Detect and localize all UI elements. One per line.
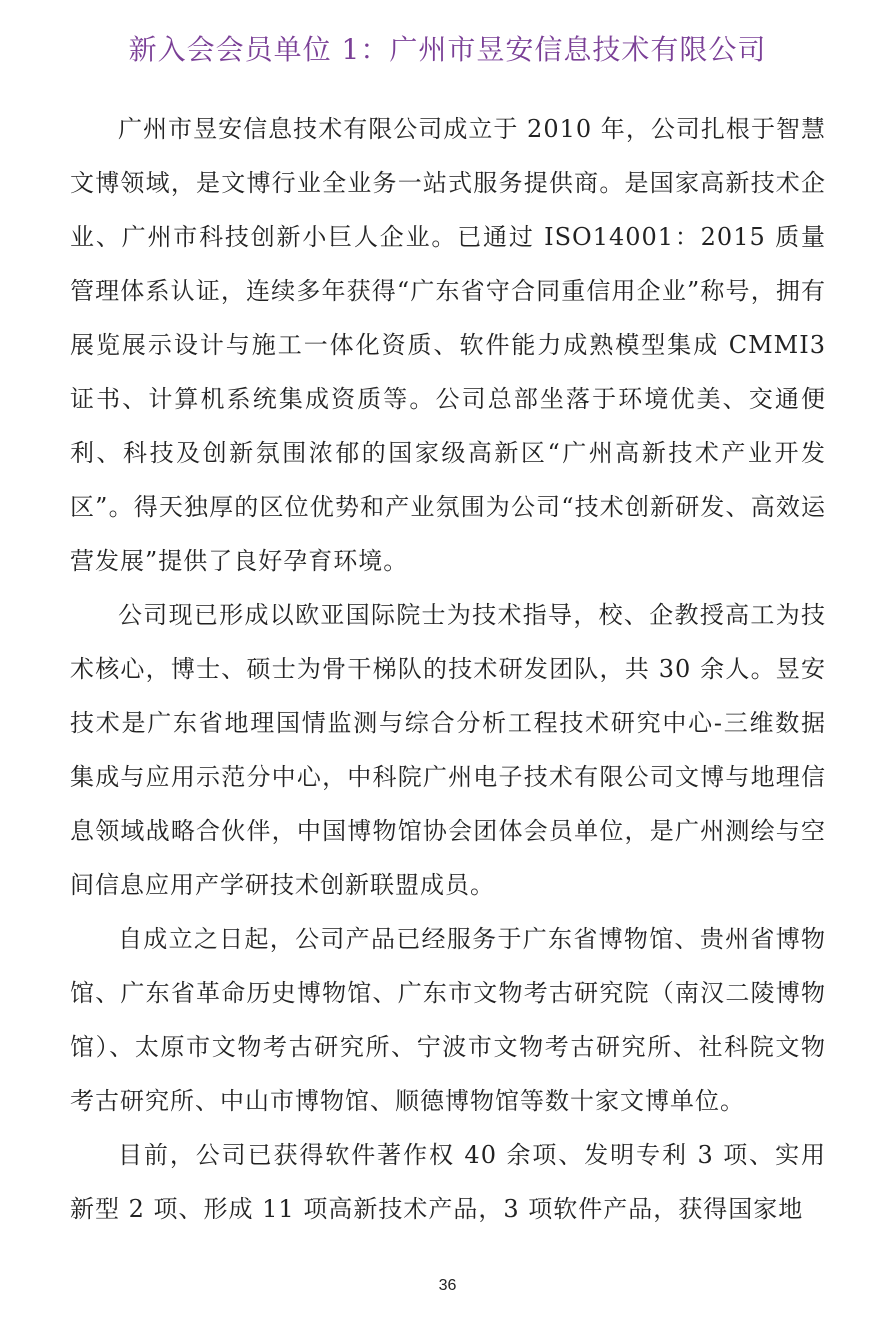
document-body — [70, 102, 826, 1236]
paragraph-achievements: 目前，公司已获得软件著作权 40 余项、发明专利 3 项、实用新型 2 项、形成 11 项高新技术产品，3 项软件产品，获得国家地 — [70, 1141, 826, 1223]
paragraph-service-clients: 自成立之日起，公司产品已经服务于广东省博物馆、贵州省博物馆、广东省革命历史博物馆、广东市文物考古研究院（南汉二陵博物馆）、太原市文物考古研究所、宁波市文物考古研究所、社科院文物考古研究所、中山市博物馆、顺德博物馆等数十家文博单位。 — [70, 925, 826, 1115]
paragraph-company-intro: 广州市昱安信息技术有限公司成立于 2010 年，公司扎根于智慧文博领域，是文博行业全业务一站式服务提供商。是国家高新技术企业、广州市科技创新小巨人企业。已通过 ISO14001：2015 质量管理体系认证，连续多年获得“广东省守合同重信用企业”称号，拥有展览展示设计与施工一体化资质、软件能力成熟模型集成 CMMI3 证书、计算机系统集成资质等。公司总部坐落于环境优美、交通便利、科技及创新氛围浓郁的国家级高新区“广州高新技术产业开发区”。得天独厚的区位优势和产业氛围为公司“技术创新研发、高效运营发展”提供了良好孕育环境。 — [70, 115, 826, 575]
page-number: 36 — [438, 1277, 457, 1294]
paragraph-research-team: 公司现已形成以欧亚国际院士为技术指导，校、企教授高工为技术核心，博士、硕士为骨干梯队的技术研发团队，共 30 余人。昱安技术是广东省地理国情监测与综合分析工程技术研究中心-三维数据集成与应用示范分中心，中科院广州电子技术有限公司文博与地理信息领域战略合伙伴，中国博物馆协会团体会员单位，是广州测绘与空间信息应用产学研技术创新联盟成员。 — [70, 601, 826, 899]
page-title: 新入会会员单位 1：广州市昱安信息技术有限公司 — [128, 33, 767, 66]
